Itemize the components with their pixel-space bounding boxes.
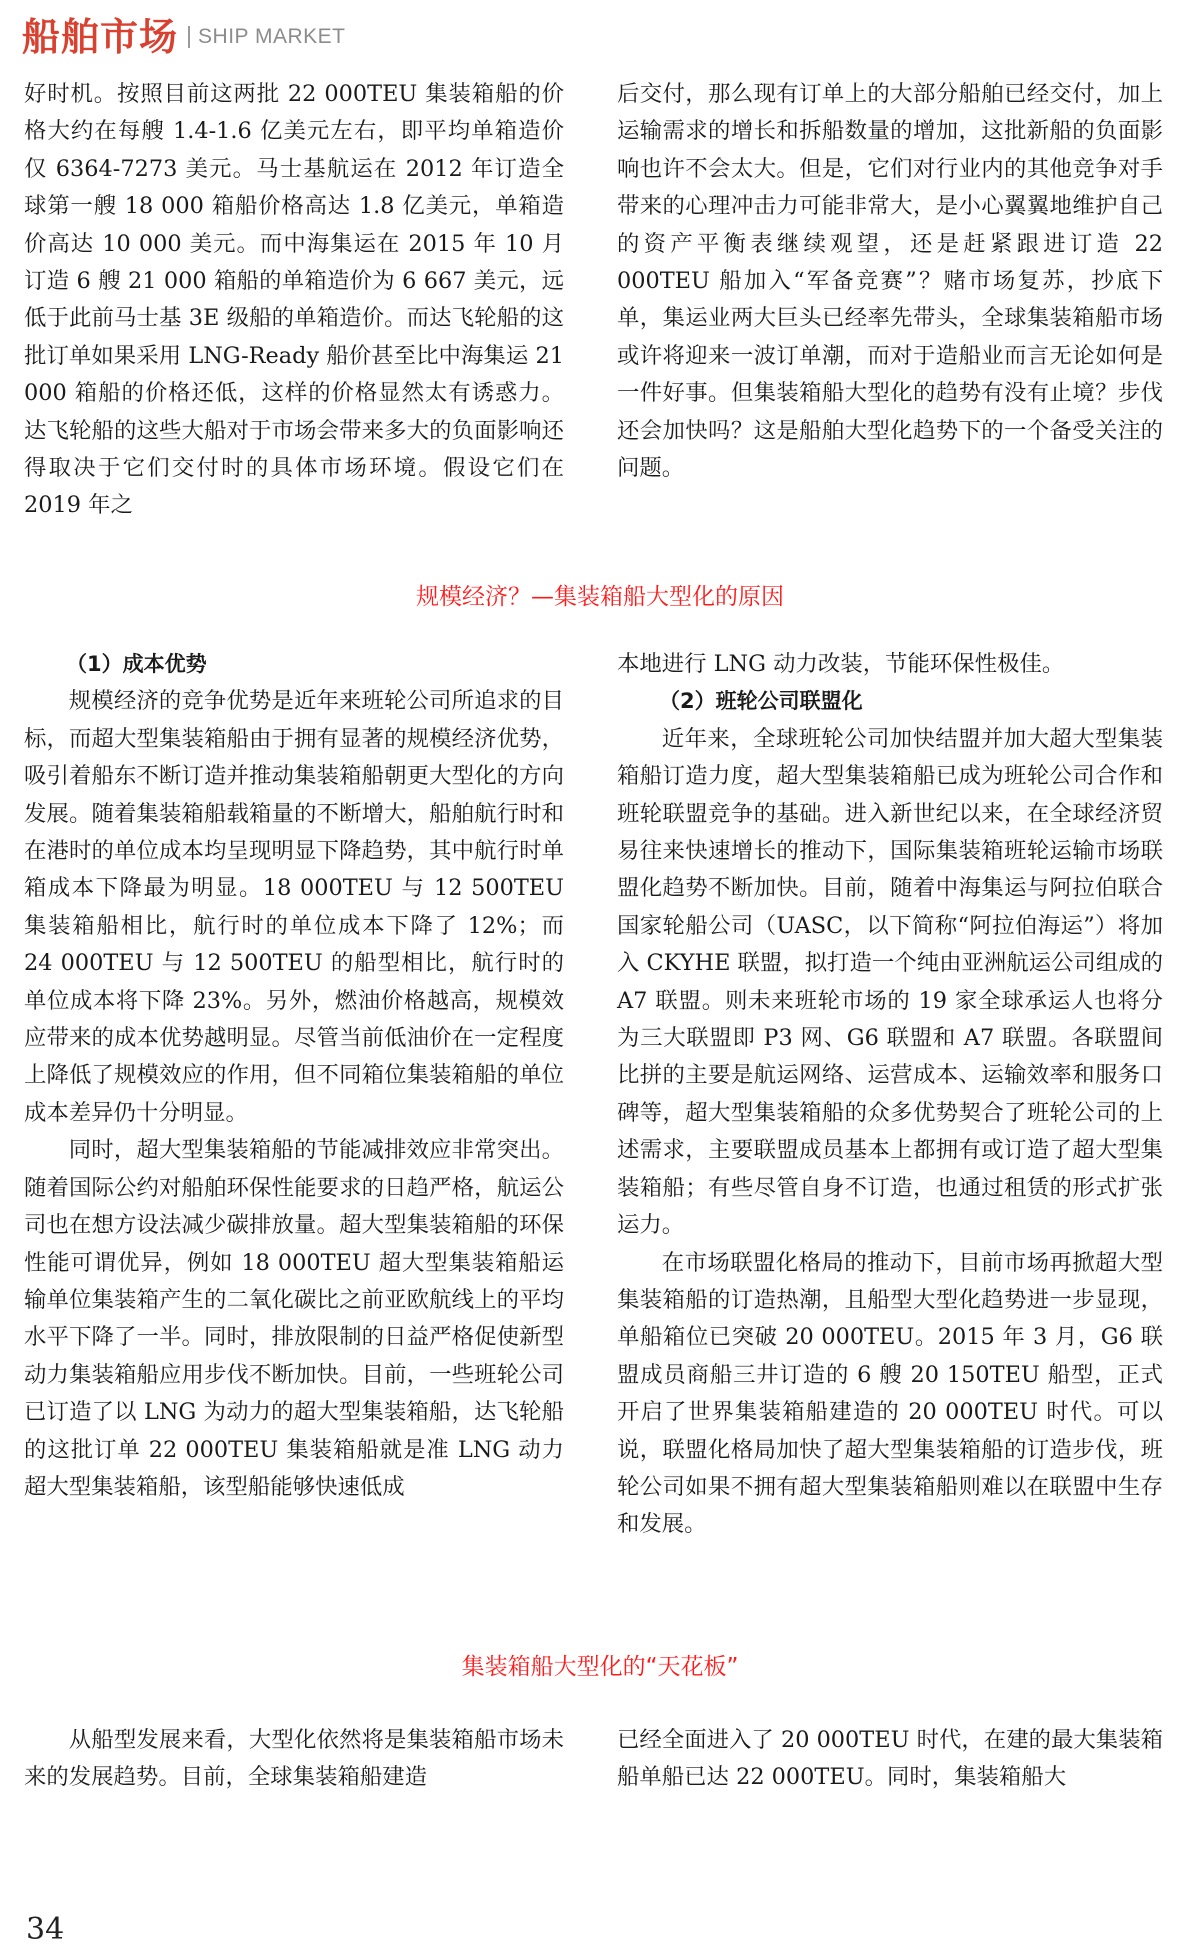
section-title-cn: 船舶市场 [22, 14, 179, 59]
paragraph: 规模经济的竞争优势是近年来班轮公司所追求的目标，而超大型集装箱船由于拥有显著的规模经济优势，吸引着船东不断订造并推动集装箱船朝更大型化的方向发展。随着集装箱船载箱量的不断增大，船舶航行时和在港时的单位成本均呈现明显下降趋势，其中航行时单箱成本下降最为明显。18 000TEU 与 12 500TEU 集装箱船相比，航行时的单位成本下降了 12%；而 24 000TEU 与 12 500TEU 的船型相比，航行时的单位成本将下降 23%。另外，燃油价格越高，规模效应带来的成本优势越明显。尽管当前低油价在一定程度上降低了规模效应的作用，但不同箱位集装箱船的单位成本差异仍十分明显。 [24, 688, 564, 1126]
paragraph: 从船型发展来看，大型化依然将是集装箱船市场未来的发展趋势。目前，全球集装箱船建造 [24, 1727, 564, 1791]
paragraph: 已经全面进入了 20 000TEU 时代，在建的最大集装箱船单船已达 22 000TEU。同时，集装箱船大 [617, 1727, 1163, 1791]
article-column-left-middle [24, 646, 564, 1506]
paragraph: 在市场联盟化格局的推动下，目前市场再掀超大型集装箱船的订造热潮，且船型大型化趋势进一步显现，单船箱位已突破 20 000TEU。2015 年 3 月，G6 联盟成员商船三井订造的 6 艘 20 150TEU 船型，正式开启了世界集装箱船建造的 20 000TEU 时代。可以说，联盟化格局加快了超大型集装箱船的订造步伐，班轮公司如果不拥有超大型集装箱船则难以在联盟中生存和发展。 [617, 1249, 1163, 1538]
paragraph: 本地进行 LNG 动力改装，节能环保性极佳。 [617, 651, 1065, 677]
paragraph: 同时，超大型集装箱船的节能减排效应非常突出。随着国际公约对船舶环保性能要求的日趋严格，航运公司也在想方设法减少碳排放量。超大型集装箱船的环保性能可谓优异，例如 18 000TEU 超大型集装箱船运输单位集装箱产生的二氧化碳比之前亚欧航线上的平均水平下降了一半。同时，排放限制的日益严格促使新型动力集装箱船应用步伐不断加快。目前，一些班轮公司已订造了以 LNG 为动力的超大型集装箱船，达飞轮船的这批订单 22 000TEU 集装箱船就是准 LNG 动力超大型集装箱船，该型船能够快速低成 [24, 1137, 564, 1500]
section-heading-ceiling: 集装箱船大型化的“天花板” [461, 1654, 739, 1680]
page-number: 34 [26, 1912, 65, 1947]
subheading-alliances: （2）班轮公司联盟化 [659, 689, 863, 714]
section-title-en: SHIP MARKET [198, 25, 346, 48]
paragraph: 好时机。按照目前这两批 22 000TEU 集装箱船的价格大约在每艘 1.4-1.6 亿美元左右，即平均单箱造价仅 6364-7273 美元。马士基航运在 2012 年订造全球第一艘 18 000 箱船价格高达 1.8 亿美元，单箱造价高达 10 000 美元。而中海集运在 2015 年 10 月订造 6 艘 21 000 箱船的单箱造价为 6 667 美元，远低于此前马士基 3E 级船的单箱造价。而达飞轮船的这批订单如果采用 LNG-Ready 船价甚至比中海集运 21 000 箱船的价格还低，这样的价格显然太有诱惑力。达飞轮船的这些大船对于市场会带来多大的负面影响还得取决于它们交付时的具体市场环境。假设它们在 2019 年之 [24, 81, 564, 519]
subheading-cost-advantage: （1）成本优势 [66, 652, 207, 676]
header-divider [188, 26, 190, 48]
page-header [22, 6, 346, 60]
section-heading-economies-of-scale: 规模经济？—集装箱船大型化的原因 [416, 584, 784, 610]
article-column-right-bottom [617, 1722, 1163, 1797]
article-column-right-middle [617, 646, 1163, 1544]
paragraph: 后交付，那么现有订单上的大部分船舶已经交付，加上运输需求的增长和拆船数量的增加，这批新船的负面影响也许不会太大。但是，它们对行业内的其他竞争对手带来的心理冲击力可能非常大，是小心翼翼地维护自己的资产平衡表继续观望，还是赶紧跟进订造 22 000TEU 船加入“军备竞赛”？赌市场复苏，抄底下单，集运业两大巨头已经率先带头，全球集装箱船市场或许将迎来一波订单潮，而对于造船业而言无论如何是一件好事。但集装箱船大型化的趋势有没有止境？步伐还会加快吗？这是船舶大型化趋势下的一个备受关注的问题。 [617, 81, 1163, 482]
article-column-right-top [617, 76, 1163, 487]
article-column-left-top [24, 76, 564, 525]
article-column-left-bottom [24, 1722, 564, 1797]
paragraph: 近年来，全球班轮公司加快结盟并加大超大型集装箱船订造力度，超大型集装箱船已成为班轮公司合作和班轮联盟竞争的基础。进入新世纪以来，在全球经济贸易往来快速增长的推动下，国际集装箱班轮运输市场联盟化趋势不断加快。目前，随着中海集运与阿拉伯联合国家轮船公司（UASC，以下简称“阿拉伯海运”）将加入 CKYHE 联盟，拟打造一个纯由亚洲航运公司组成的 A7 联盟。则未来班轮市场的 19 家全球承运人也将分为三大联盟即 P3 网、G6 联盟和 A7 联盟。各联盟间比拼的主要是航运网络、运营成本、运输效率和服务口碑等，超大型集装箱船的众多优势契合了班轮公司的上述需求，主要联盟成员基本上都拥有或订造了超大型集装箱船；有些尽管自身不订造，也通过租赁的形式扩张运力。 [617, 725, 1163, 1239]
